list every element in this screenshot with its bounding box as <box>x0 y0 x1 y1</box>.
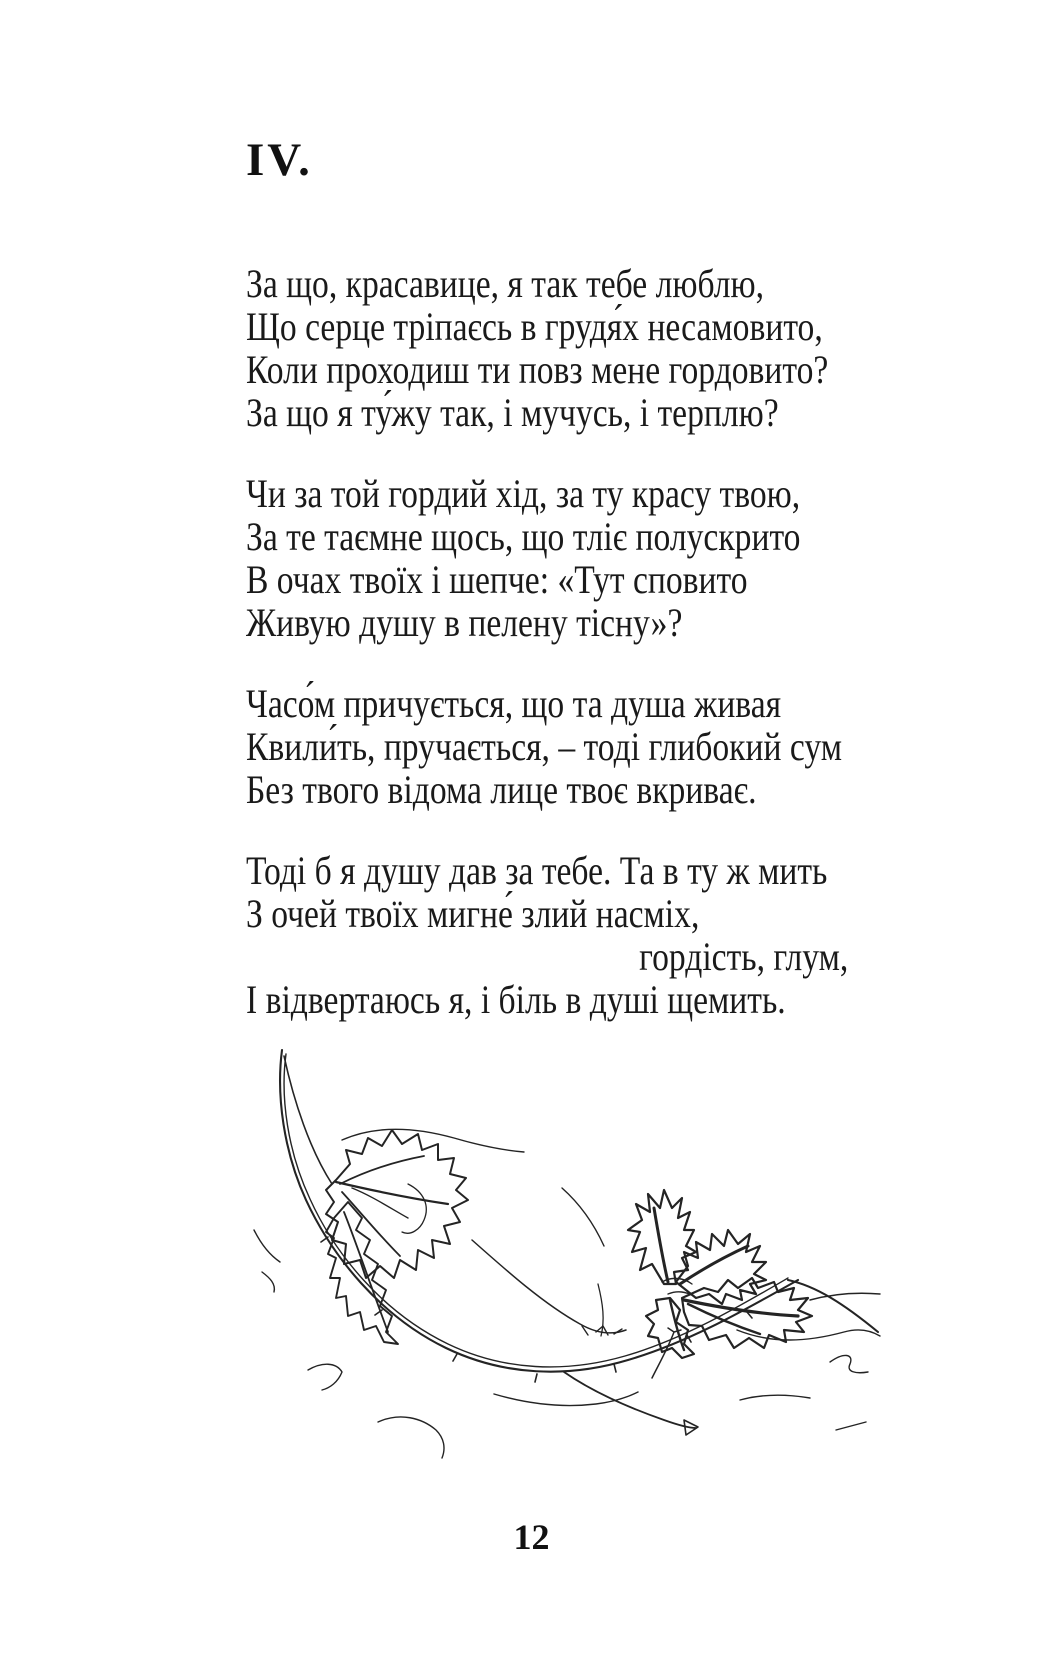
secondary-strand <box>402 1184 626 1336</box>
poem-line: Коли проходиш ти повз мене гордовито? <box>246 347 829 392</box>
flourish-lines <box>254 1129 880 1458</box>
vine-leaves-sketch <box>232 1032 882 1502</box>
stanza-2 <box>246 472 848 644</box>
illustration <box>232 1032 882 1502</box>
poem-text <box>246 262 848 1059</box>
poem-line: Живую душу в пелену тісну»? <box>246 600 683 645</box>
poem-line: Тоді б я душу дав за тебе. Та в ту ж мить <box>246 848 828 893</box>
section-heading: IV. <box>246 134 313 186</box>
poem-line: Без твого відома лице твоє вкриває. <box>246 767 757 812</box>
poem-line: Квили́ть, пручається, – тоді глибокий сум <box>246 724 842 769</box>
vine-stem <box>280 1050 880 1382</box>
stanza-3 <box>246 682 848 811</box>
poem-line: Чи за той гордий хід, за ту красу твою, <box>246 471 801 516</box>
poem-line-indented: гордість, глум, <box>639 934 849 979</box>
poem-line: І відвертаюсь я, і біль в душі щемить. <box>246 977 786 1022</box>
poem-line: Часо́м причується, що та душа живая <box>246 681 782 726</box>
stanza-4 <box>246 849 848 1021</box>
page-number: 12 <box>513 1517 550 1557</box>
poem-line: За що, красавице, я так тебе люблю, <box>246 261 764 306</box>
stanza-1 <box>246 262 848 434</box>
poem-line: Що серце тріпаєсь в грудя́х несамовито, <box>246 304 823 349</box>
poem-line: За що я ту́жу так, і мучусь, і терплю? <box>246 390 779 435</box>
twig <box>564 1328 698 1435</box>
poem-line: В очах твоїх і шепче: «Тут сповито <box>246 557 748 602</box>
right-leaf-cluster <box>628 1190 812 1358</box>
poem-line: За те таємне щось, що тліє полускрито <box>246 514 801 559</box>
poem-line: З очей твоїх мигне́ злий насміх, <box>246 891 700 936</box>
